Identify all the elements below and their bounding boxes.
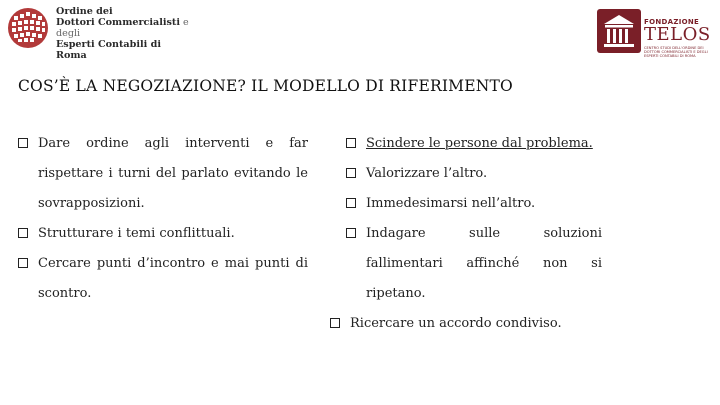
page-title: COS’È LA NEGOZIAZIONE? IL MODELLO DI RIFERIMENTO: [18, 77, 513, 95]
ordine-seal-icon: [6, 6, 50, 50]
list-item: [18, 219, 308, 249]
checkbox-bullet-icon: [346, 228, 356, 238]
list-item-text: Valorizzare l’altro.: [366, 166, 488, 181]
ordine-logo: [6, 4, 206, 61]
checkbox-bullet-icon: [330, 318, 340, 328]
list-item-text: Immedesimarsi nell’altro.: [366, 196, 536, 211]
telos-subtitle: CENTRO STUDI DELL'ORDINE DEI DOTTORI COMMERCIALISTI E DEGLI ESPERTI CONTABILI DI ROMA: [644, 46, 708, 59]
list-item: [330, 309, 602, 339]
ordine-line1: Ordine dei: [56, 6, 113, 17]
left-bullet-list: [18, 129, 308, 309]
checkbox-bullet-icon: [346, 168, 356, 178]
ordine-name: [56, 6, 206, 61]
telos-top-label: FONDAZIONE: [644, 18, 700, 26]
temple-icon: [596, 8, 642, 54]
telos-logo: [596, 8, 714, 62]
right-bullet-list: [346, 129, 602, 339]
list-item: [18, 249, 308, 309]
checkbox-bullet-icon: [18, 138, 28, 148]
checkbox-bullet-icon: [346, 138, 356, 148]
list-item-text: Cercare punti d’incontro e mai punti di scontro.: [38, 256, 308, 301]
list-item: [18, 129, 308, 219]
list-item-text: Dare ordine agli interventi e far rispettare i turni del parlato evitando le sovrapposizioni.: [38, 136, 308, 211]
list-item-text: Indagare sulle soluzioni fallimentari affinché non si ripetano.: [366, 226, 602, 301]
list-item: [346, 219, 602, 309]
checkbox-bullet-icon: [18, 258, 28, 268]
ordine-line4: Roma: [56, 50, 87, 61]
ordine-line2-suffix: e degli: [56, 17, 189, 39]
checkbox-bullet-icon: [346, 198, 356, 208]
ordine-line3: Esperti Contabili di: [56, 39, 161, 50]
list-item-text: Scindere le persone dal problema.: [366, 136, 593, 151]
checkbox-bullet-icon: [18, 228, 28, 238]
telos-name: TELOS: [644, 24, 711, 45]
list-item: [346, 159, 602, 189]
list-item: [346, 129, 602, 159]
list-item: [346, 189, 602, 219]
list-item-text: Ricercare un accordo condiviso.: [350, 316, 562, 331]
ordine-line2: Dottori Commercialisti: [56, 17, 180, 28]
list-item-text: Strutturare i temi conflittuali.: [38, 226, 235, 241]
